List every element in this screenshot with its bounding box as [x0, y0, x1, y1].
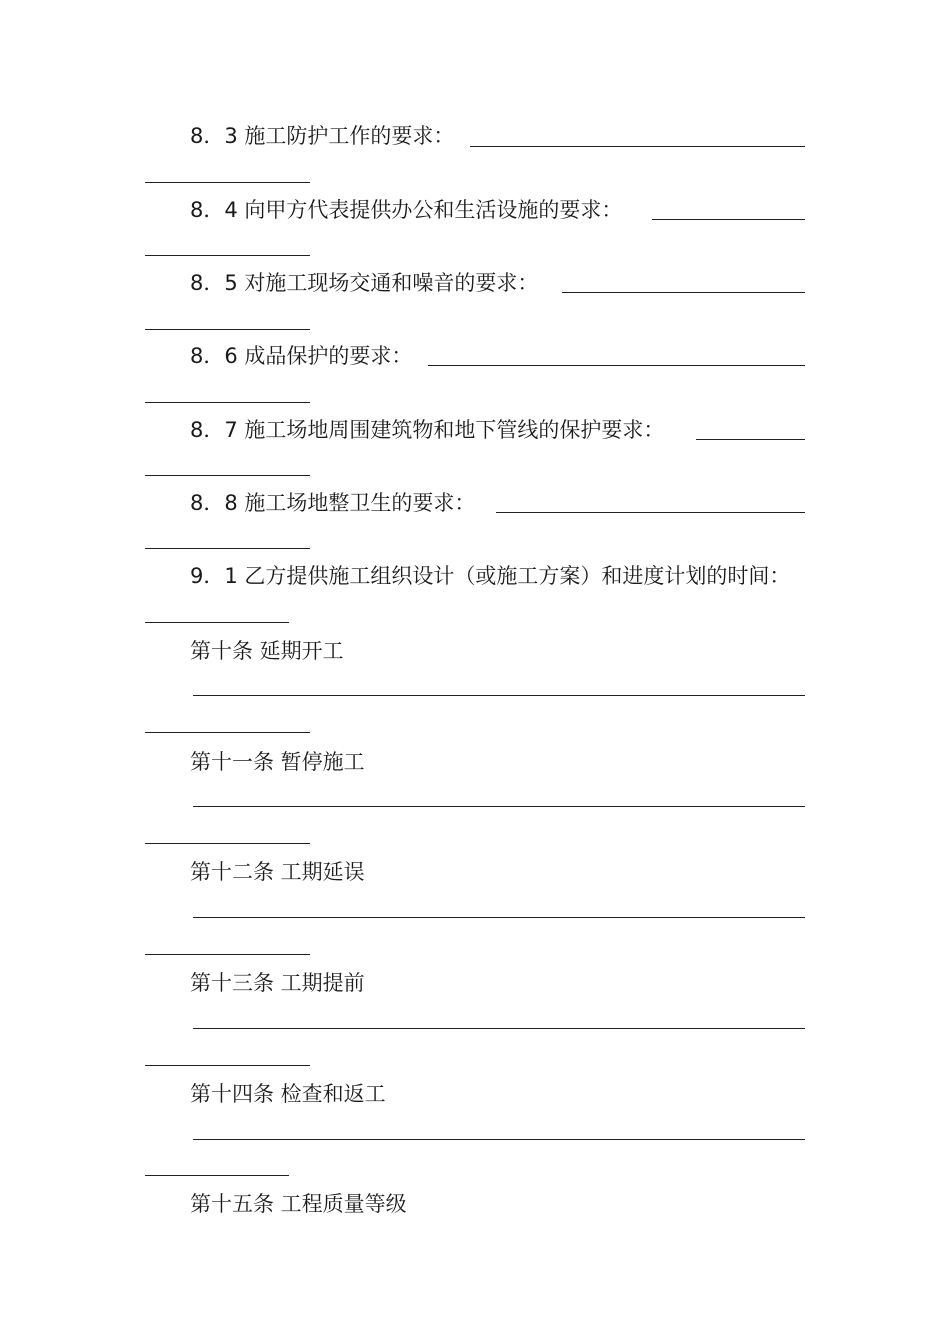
fill-line-continuation[interactable] [145, 843, 310, 844]
article-11-title: 第十一条 暂停施工 [190, 750, 365, 774]
fill-line-continuation[interactable] [145, 329, 310, 330]
fill-line-continuation[interactable] [145, 255, 310, 256]
fill-line-continuation[interactable] [145, 475, 310, 476]
clause-8-5 [190, 269, 538, 297]
fill-line[interactable] [193, 917, 805, 918]
fill-line[interactable] [562, 292, 805, 293]
clause-8-8 [190, 489, 475, 517]
fill-line-continuation[interactable] [145, 182, 310, 183]
clause-number: 8．7 [190, 418, 238, 442]
clause-text: 施工防护工作的要求： [244, 124, 455, 148]
fill-line-continuation[interactable] [145, 1175, 289, 1176]
clause-text: 向甲方代表提供办公和生活设施的要求： [244, 198, 623, 222]
clause-text: 对施工现场交通和噪音的要求： [244, 271, 539, 295]
article-15-title: 第十五条 工程质量等级 [190, 1192, 407, 1216]
fill-line-continuation[interactable] [145, 402, 310, 403]
fill-line[interactable] [496, 512, 805, 513]
clause-text: 成品保护的要求： [244, 344, 413, 368]
fill-line[interactable] [428, 365, 805, 366]
fill-line[interactable] [193, 695, 805, 696]
clause-text: 施工场地周围建筑物和地下管线的保护要求： [244, 418, 665, 442]
clause-text: 施工场地整卫生的要求： [244, 491, 476, 515]
fill-line-continuation[interactable] [145, 732, 310, 733]
clause-number: 8．5 [190, 271, 238, 295]
clause-8-4 [190, 196, 622, 224]
clause-8-3 [190, 122, 454, 150]
clause-number: 8．8 [190, 491, 238, 515]
clause-number: 8．4 [190, 198, 238, 222]
clause-8-6 [190, 342, 412, 370]
clause-number: 8．6 [190, 344, 238, 368]
clause-number: 8．3 [190, 124, 238, 148]
fill-line-continuation[interactable] [145, 1065, 310, 1066]
fill-line[interactable] [470, 146, 805, 147]
fill-line[interactable] [652, 219, 805, 220]
clause-9-1 [190, 562, 790, 590]
clause-text: 乙方提供施工组织设计（或施工方案）和进度计划的时间： [244, 564, 791, 588]
article-12-title: 第十二条 工期延误 [190, 860, 365, 884]
fill-line[interactable] [193, 806, 805, 807]
article-10-title: 第十条 延期开工 [190, 639, 344, 663]
clause-8-7 [190, 416, 664, 444]
fill-line-continuation[interactable] [145, 548, 310, 549]
fill-line[interactable] [193, 1139, 805, 1140]
clause-number: 9．1 [190, 564, 238, 588]
fill-line-continuation[interactable] [145, 622, 289, 623]
fill-line-continuation[interactable] [145, 954, 310, 955]
article-13-title: 第十三条 工期提前 [190, 971, 365, 995]
article-14-title: 第十四条 检查和返工 [190, 1082, 386, 1106]
fill-line[interactable] [696, 439, 805, 440]
fill-line[interactable] [193, 1028, 805, 1029]
